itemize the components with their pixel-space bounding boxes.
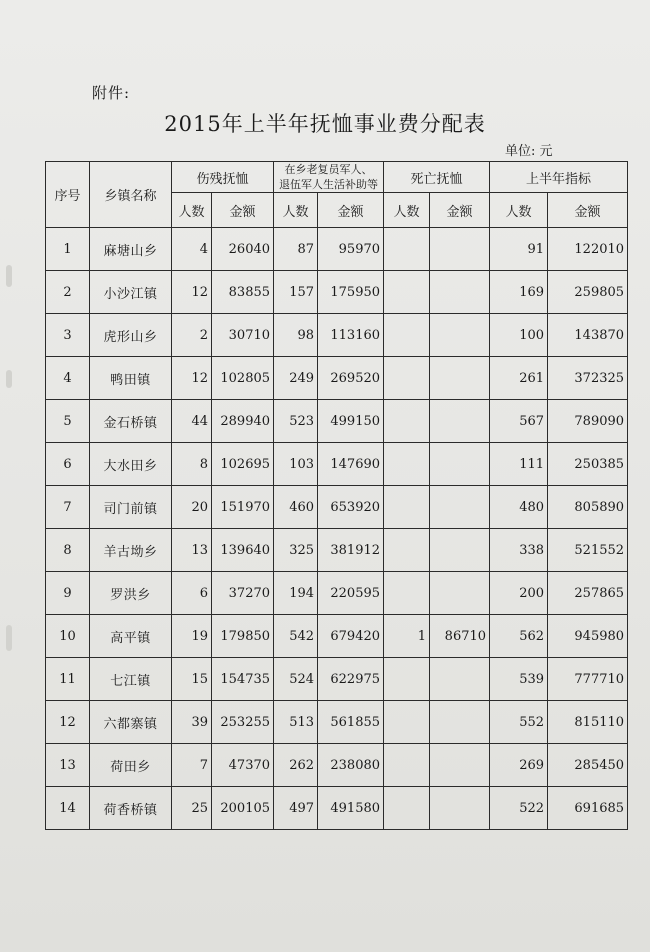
cell-disability-people: 15: [172, 658, 212, 701]
header-people: 人数: [274, 193, 318, 228]
cell-seq: 7: [46, 486, 90, 529]
cell-veterans-people: 325: [274, 529, 318, 572]
cell-total-amount: 372325: [548, 357, 628, 400]
cell-total-people: 169: [490, 271, 548, 314]
cell-disability-people: 13: [172, 529, 212, 572]
cell-town: 高平镇: [90, 615, 172, 658]
cell-disability-amount: 26040: [212, 228, 274, 271]
cell-veterans-amount: 113160: [318, 314, 384, 357]
header-people: 人数: [384, 193, 430, 228]
cell-town: 金石桥镇: [90, 400, 172, 443]
cell-veterans-amount: 147690: [318, 443, 384, 486]
cell-death-people: [384, 228, 430, 271]
table-row: [46, 529, 628, 572]
cell-veterans-people: 497: [274, 787, 318, 830]
header-amount: 金额: [212, 193, 274, 228]
cell-disability-people: 25: [172, 787, 212, 830]
header-people: 人数: [490, 193, 548, 228]
cell-veterans-amount: 175950: [318, 271, 384, 314]
cell-disability-people: 12: [172, 271, 212, 314]
binding-hole-mark: [6, 370, 12, 388]
cell-total-people: 111: [490, 443, 548, 486]
cell-disability-amount: 102805: [212, 357, 274, 400]
cell-disability-amount: 179850: [212, 615, 274, 658]
cell-veterans-amount: 622975: [318, 658, 384, 701]
cell-death-amount: [430, 701, 490, 744]
cell-veterans-amount: 220595: [318, 572, 384, 615]
header-veterans: [274, 162, 384, 193]
cell-total-people: 522: [490, 787, 548, 830]
cell-disability-amount: 102695: [212, 443, 274, 486]
cell-death-people: [384, 658, 430, 701]
cell-seq: 5: [46, 400, 90, 443]
cell-total-people: 562: [490, 615, 548, 658]
unit-label: 单位: 元: [505, 144, 553, 159]
cell-seq: 10: [46, 615, 90, 658]
cell-total-people: 552: [490, 701, 548, 744]
cell-veterans-people: 524: [274, 658, 318, 701]
cell-veterans-amount: 95970: [318, 228, 384, 271]
cell-death-people: [384, 271, 430, 314]
header-veterans-line1: 在乡老复员军人、: [284, 163, 373, 176]
cell-town: 鸭田镇: [90, 357, 172, 400]
attachment-label: 附件:: [92, 84, 131, 102]
cell-total-amount: 945980: [548, 615, 628, 658]
cell-town: 荷田乡: [90, 744, 172, 787]
header-amount: 金额: [548, 193, 628, 228]
cell-veterans-people: 194: [274, 572, 318, 615]
cell-total-amount: 805890: [548, 486, 628, 529]
cell-veterans-people: 523: [274, 400, 318, 443]
cell-disability-amount: 253255: [212, 701, 274, 744]
header-disability: 伤残抚恤: [172, 162, 274, 193]
cell-death-people: [384, 701, 430, 744]
cell-town: 荷香桥镇: [90, 787, 172, 830]
table-row: [46, 443, 628, 486]
cell-total-amount: 815110: [548, 701, 628, 744]
cell-total-people: 100: [490, 314, 548, 357]
cell-total-people: 480: [490, 486, 548, 529]
cell-seq: 14: [46, 787, 90, 830]
cell-town: 大水田乡: [90, 443, 172, 486]
cell-total-amount: 285450: [548, 744, 628, 787]
cell-disability-amount: 139640: [212, 529, 274, 572]
cell-death-people: 1: [384, 615, 430, 658]
cell-death-amount: [430, 314, 490, 357]
cell-disability-people: 7: [172, 744, 212, 787]
allocation-table: [45, 161, 628, 830]
cell-death-amount: [430, 400, 490, 443]
cell-total-amount: 259805: [548, 271, 628, 314]
cell-total-people: 91: [490, 228, 548, 271]
cell-veterans-people: 103: [274, 443, 318, 486]
cell-veterans-people: 460: [274, 486, 318, 529]
cell-disability-people: 39: [172, 701, 212, 744]
cell-total-amount: 691685: [548, 787, 628, 830]
page-title: 2015年上半年抚恤事业费分配表: [164, 112, 486, 136]
table-row: [46, 572, 628, 615]
binding-hole-mark: [6, 625, 12, 651]
cell-death-amount: 86710: [430, 615, 490, 658]
table-row: [46, 615, 628, 658]
header-total: 上半年指标: [490, 162, 628, 193]
cell-total-amount: 250385: [548, 443, 628, 486]
cell-death-people: [384, 314, 430, 357]
cell-total-people: 261: [490, 357, 548, 400]
cell-town: 虎形山乡: [90, 314, 172, 357]
cell-death-people: [384, 572, 430, 615]
cell-death-amount: [430, 271, 490, 314]
cell-seq: 3: [46, 314, 90, 357]
cell-total-people: 200: [490, 572, 548, 615]
table-row: [46, 658, 628, 701]
cell-seq: 8: [46, 529, 90, 572]
cell-veterans-amount: 561855: [318, 701, 384, 744]
cell-veterans-people: 249: [274, 357, 318, 400]
cell-death-amount: [430, 357, 490, 400]
header-amount: 金额: [430, 193, 490, 228]
cell-veterans-amount: 238080: [318, 744, 384, 787]
header-death: 死亡抚恤: [384, 162, 490, 193]
cell-seq: 13: [46, 744, 90, 787]
cell-veterans-people: 87: [274, 228, 318, 271]
cell-death-people: [384, 787, 430, 830]
table-row: [46, 787, 628, 830]
cell-town: 麻塘山乡: [90, 228, 172, 271]
cell-disability-people: 6: [172, 572, 212, 615]
cell-death-people: [384, 443, 430, 486]
header-seq: 序号: [46, 162, 90, 228]
cell-disability-amount: 151970: [212, 486, 274, 529]
cell-total-amount: 789090: [548, 400, 628, 443]
cell-veterans-amount: 381912: [318, 529, 384, 572]
cell-seq: 12: [46, 701, 90, 744]
cell-town: 司门前镇: [90, 486, 172, 529]
cell-veterans-people: 513: [274, 701, 318, 744]
header-town: 乡镇名称: [90, 162, 172, 228]
cell-death-amount: [430, 787, 490, 830]
cell-seq: 6: [46, 443, 90, 486]
cell-veterans-people: 98: [274, 314, 318, 357]
cell-disability-people: 2: [172, 314, 212, 357]
table-row: [46, 357, 628, 400]
table-body: [46, 228, 628, 830]
cell-disability-amount: 83855: [212, 271, 274, 314]
cell-disability-people: 20: [172, 486, 212, 529]
cell-total-amount: 143870: [548, 314, 628, 357]
cell-death-amount: [430, 658, 490, 701]
cell-seq: 11: [46, 658, 90, 701]
table-row: [46, 701, 628, 744]
cell-veterans-people: 542: [274, 615, 318, 658]
cell-seq: 1: [46, 228, 90, 271]
header-veterans-line2: 退伍军人生活补助等: [279, 178, 379, 191]
cell-total-people: 539: [490, 658, 548, 701]
cell-total-amount: 777710: [548, 658, 628, 701]
cell-veterans-amount: 499150: [318, 400, 384, 443]
cell-town: 罗洪乡: [90, 572, 172, 615]
cell-total-people: 338: [490, 529, 548, 572]
cell-disability-people: 4: [172, 228, 212, 271]
cell-total-amount: 521552: [548, 529, 628, 572]
header-amount: 金额: [318, 193, 384, 228]
cell-veterans-amount: 679420: [318, 615, 384, 658]
cell-veterans-people: 157: [274, 271, 318, 314]
table-row: [46, 314, 628, 357]
cell-disability-amount: 289940: [212, 400, 274, 443]
cell-death-people: [384, 400, 430, 443]
cell-town: 六都寨镇: [90, 701, 172, 744]
cell-death-people: [384, 744, 430, 787]
cell-death-amount: [430, 228, 490, 271]
cell-town: 羊古坳乡: [90, 529, 172, 572]
cell-disability-people: 12: [172, 357, 212, 400]
cell-veterans-people: 262: [274, 744, 318, 787]
cell-death-amount: [430, 744, 490, 787]
cell-disability-people: 19: [172, 615, 212, 658]
cell-seq: 4: [46, 357, 90, 400]
cell-seq: 2: [46, 271, 90, 314]
header-people: 人数: [172, 193, 212, 228]
cell-death-people: [384, 529, 430, 572]
cell-total-amount: 257865: [548, 572, 628, 615]
table-row: [46, 271, 628, 314]
cell-disability-amount: 37270: [212, 572, 274, 615]
cell-town: 小沙江镇: [90, 271, 172, 314]
table-row: [46, 744, 628, 787]
table-row: [46, 400, 628, 443]
cell-veterans-amount: 653920: [318, 486, 384, 529]
cell-disability-people: 8: [172, 443, 212, 486]
cell-death-amount: [430, 529, 490, 572]
cell-disability-amount: 154735: [212, 658, 274, 701]
cell-seq: 9: [46, 572, 90, 615]
cell-disability-people: 44: [172, 400, 212, 443]
cell-veterans-amount: 269520: [318, 357, 384, 400]
cell-veterans-amount: 491580: [318, 787, 384, 830]
cell-disability-amount: 47370: [212, 744, 274, 787]
table-row: [46, 486, 628, 529]
cell-total-people: 567: [490, 400, 548, 443]
cell-death-amount: [430, 443, 490, 486]
cell-disability-amount: 200105: [212, 787, 274, 830]
table-row: [46, 228, 628, 271]
cell-total-amount: 122010: [548, 228, 628, 271]
cell-death-people: [384, 486, 430, 529]
cell-disability-amount: 30710: [212, 314, 274, 357]
binding-hole-mark: [6, 265, 12, 287]
cell-death-people: [384, 357, 430, 400]
cell-total-people: 269: [490, 744, 548, 787]
cell-death-amount: [430, 486, 490, 529]
cell-town: 七江镇: [90, 658, 172, 701]
cell-death-amount: [430, 572, 490, 615]
